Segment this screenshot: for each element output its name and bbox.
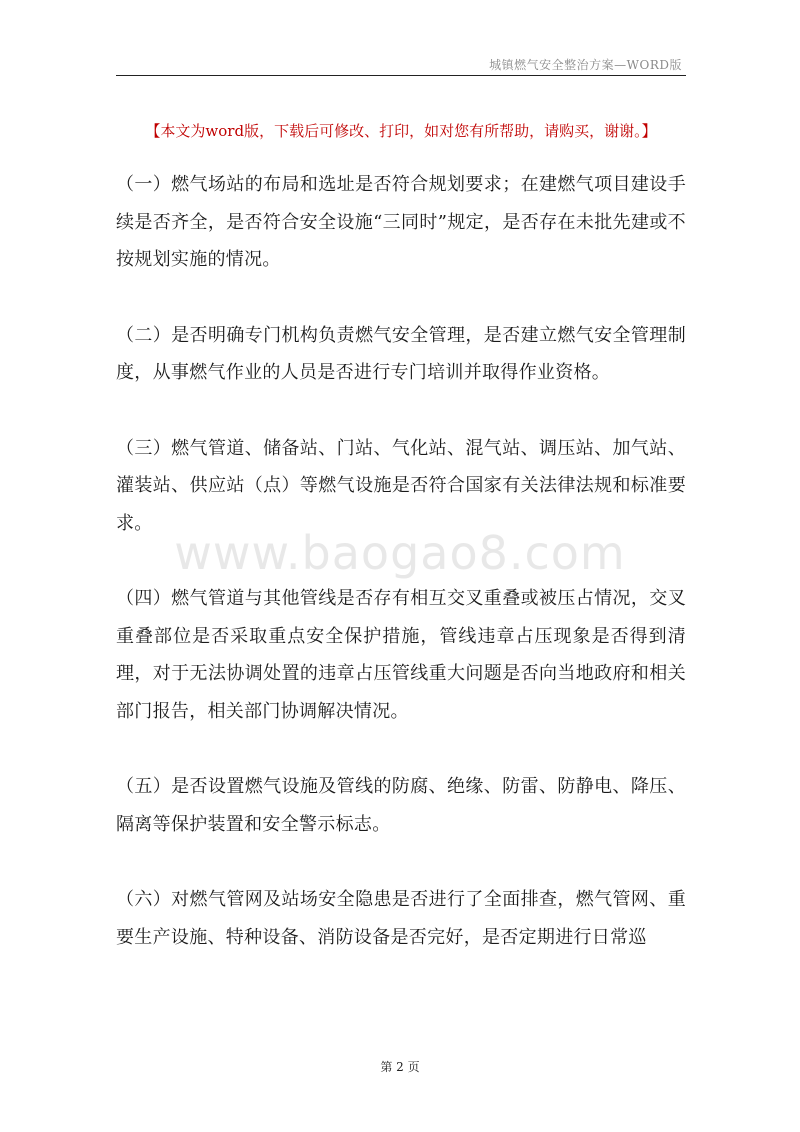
paragraph-1: （一）燃气场站的布局和选址是否符合规划要求；在建燃气项目建设手续是否齐全，是否符合安全设施“三同时”规定，是否存在未批先建或不按规划实施的情况。 [116, 174, 686, 270]
document-body [116, 166, 686, 956]
watermark: www.baogao8.com [174, 526, 626, 580]
paragraph-5: （五）是否设置燃气设施及管线的防腐、绝缘、防雷、防静电、降压、隔离等保护装置和安全警示标志。 [116, 776, 686, 835]
page-number: 第 2 页 [380, 1060, 420, 1074]
paragraph-3: （三）燃气管道、储备站、门站、气化站、混气站、调压站、加气站、灌装站、供应站（点）等燃气设施是否符合国家有关法律法规和标准要求。 [116, 437, 686, 534]
paragraph-4: （四）燃气管道与其他管线是否存有相互交叉重叠或被压占情况，交叉重叠部位是否采取重点安全保护措施，管线违章占压现象是否得到清理，对于无法协调处置的违章占压管线重大问题是否向当地政府和相关部门报告，相关部门协调解决情况。 [116, 588, 686, 722]
document-header-title: 城镇燃气安全整治方案—WORD版 [489, 58, 682, 72]
download-notice: 【本文为word版，下载后可修改、打印，如对您有所帮助，请购买，谢谢。】 [145, 122, 657, 140]
paragraph-6: （六）对燃气管网及站场安全隐患是否进行了全面排查，燃气管网、重要生产设施、特种设备、消防设备是否完好，是否定期进行日常巡 [116, 889, 686, 948]
header-divider [116, 75, 686, 76]
paragraph-2: （二）是否明确专门机构负责燃气安全管理，是否建立燃气安全管理制度，从事燃气作业的人员是否进行专门培训并取得作业资格。 [116, 324, 686, 383]
